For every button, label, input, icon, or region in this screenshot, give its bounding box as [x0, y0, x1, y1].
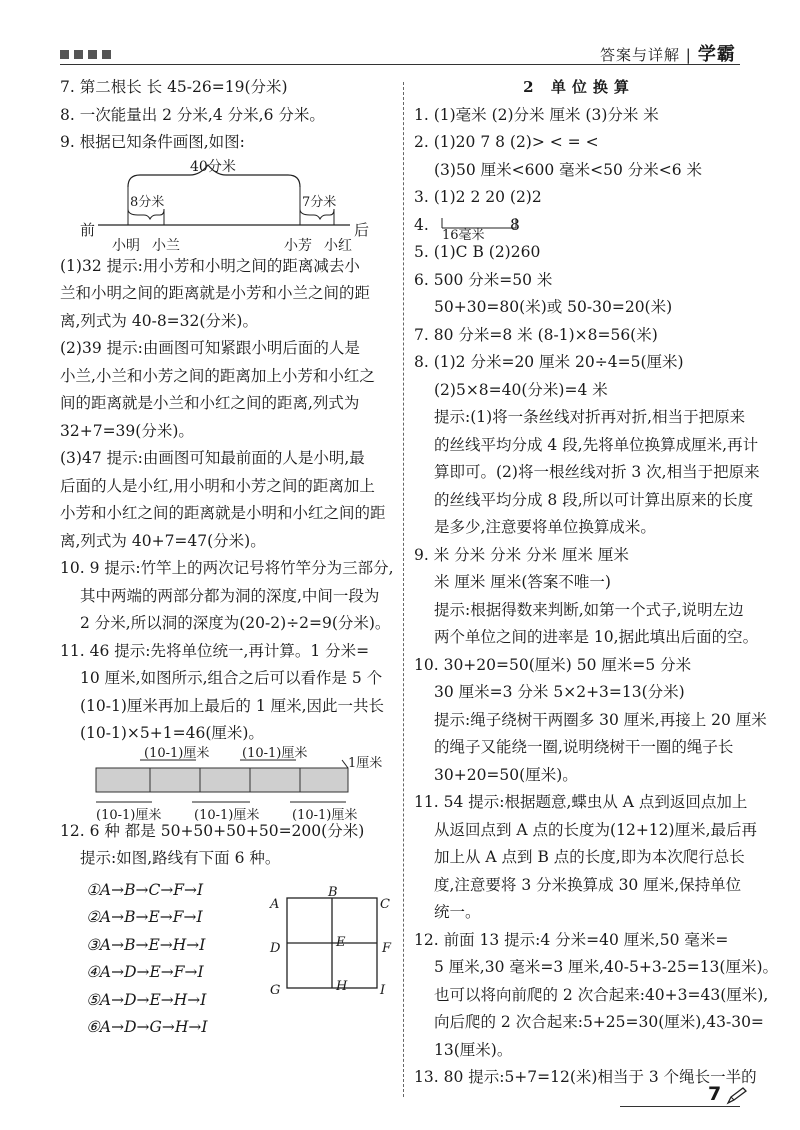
label-total-length: 40分米 — [190, 158, 236, 175]
grid-label-c: C — [380, 896, 390, 912]
answer-r4 — [414, 212, 744, 243]
answer-r9a: 9. 米 分米 分米 分米 厘米 厘米 — [414, 545, 629, 564]
answer-q9-2-line1: (2)39 提示:由画图可知紧跟小明后面的人是 — [60, 339, 360, 357]
header-square-icon — [74, 50, 83, 59]
label-xiaoming: 小明 — [112, 237, 140, 254]
answer-q9: 9. 根据已知条件画图,如图: — [60, 133, 245, 151]
column-divider — [403, 82, 404, 1097]
answer-r10b: 30 厘米=3 分米 5×2+3=13(分米) — [434, 683, 685, 701]
answer-q12: 12. 6 种 都是 50+50+50+50=200(分米) — [60, 821, 365, 840]
answer-r12-line1: 12. 前面 13 提示:4 分米=40 厘米,50 毫米= — [414, 930, 729, 949]
pencil-icon — [726, 1087, 748, 1105]
answer-r11-line2: 从返回点到 A 点的长度为(12+12)厘米,最后再 — [434, 820, 758, 839]
section-title: 2 单位换算 — [523, 78, 635, 96]
answer-r6b: 50+30=80(米)或 50-30=20(米) — [434, 298, 673, 316]
answer-r7: 7. 80 分米=8 米 (8-1)×8=56(米) — [414, 325, 658, 344]
answer-r12-line4: 向后爬的 2 次合起来:5+25=30(厘米),43-30= — [434, 1013, 764, 1031]
answer-r11-line5: 统一。 — [434, 903, 481, 921]
r4-number: 4. — [414, 215, 429, 234]
answer-r12-line5: 13(厘米)。 — [434, 1040, 513, 1059]
r10-tip-line2: 的绳子又能绕一圈,说明绕树干一圈的绳子长 — [434, 738, 734, 756]
r8-tip-line2: 的丝线平均分成 4 段,先将单位换算成厘米,再计 — [434, 435, 759, 454]
label-right-segment: 7分米 — [302, 194, 337, 210]
answer-q11-line3: (10-1)厘米再加上最后的 1 厘米,因此一共长 — [80, 696, 385, 715]
route-2: ②A→B→E→F→I — [86, 908, 203, 926]
answer-q9-1-line2: 兰和小明之间的距离就是小芳和小兰之间的距 — [60, 284, 371, 302]
r8-tip-line3: 算即可。(2)将一根丝线对折 3 次,相当于把原来 — [434, 463, 760, 481]
label-xiaohong: 小红 — [324, 237, 352, 254]
r8-tip-line5: 是多少,注意要将单位换算成米。 — [434, 518, 656, 536]
route-list — [86, 877, 208, 1042]
answer-r5: 5. (1)C B (2)260 — [414, 243, 541, 261]
right-column — [414, 74, 779, 1092]
header-brand: 答案与详解 | 学霸 — [600, 44, 736, 65]
r10-tip-line3: 30+20=50(厘米)。 — [434, 765, 578, 784]
r10-tip-line1: 提示:绳子绕树干两圈多 30 厘米,再接上 20 厘米 — [434, 710, 767, 729]
header-square-icon — [60, 50, 69, 59]
grid-label-e: E — [336, 934, 346, 950]
page-header — [0, 0, 800, 70]
answer-q9-3-line1: (3)47 提示:由画图可知最前面的人是小明,最 — [60, 449, 365, 467]
grid-label-a: A — [270, 896, 280, 912]
answer-r9b: 米 厘米 厘米(答案不唯一) — [434, 573, 611, 591]
r9-tip-line2: 两个单位之间的进率是 10,据此填出后面的空。 — [434, 628, 759, 646]
figure-q12-routes — [60, 873, 395, 1073]
route-3: ③A→B→E→H→I — [86, 935, 206, 954]
answer-q9-3-line3: 小芳和小红之间的距离就是小明和小红之间的距 — [60, 504, 386, 522]
answer-q11-line1: 11. 46 提示:先将单位统一,再计算。1 分米= — [60, 641, 370, 660]
answer-r10a: 10. 30+20=50(厘米) 50 厘米=5 分米 — [414, 655, 692, 674]
route-4: ④A→D→E→F→I — [86, 963, 204, 981]
route-5: ⑤A→D→E→H→I — [86, 990, 207, 1009]
label-seg-top-1: (10-1)厘米 — [144, 745, 210, 761]
label-one-cm: 1厘米 — [348, 755, 383, 771]
answer-r2a: 2. (1)20 7 8 (2)> < = < — [414, 133, 599, 151]
answer-r11-line3: 加上从 A 点到 B 点的长度,即为本次爬行总长 — [434, 848, 745, 866]
answer-r13: 13. 80 提示:5+7=12(米)相当于 3 个绳长一半的 — [414, 1068, 757, 1086]
answer-q10-line3: 2 分米,所以洞的深度为(20-2)÷2=9(分米)。 — [80, 614, 391, 632]
answer-r11-line1: 11. 54 提示:根据题意,蝶虫从 A 点到返回点加上 — [414, 793, 748, 811]
answer-r11-line4: 度,注意要将 3 分米换算成 30 厘米,保持单位 — [434, 875, 742, 894]
grid-label-h: H — [336, 978, 348, 994]
route-6: ⑥A→D→G→H→I — [86, 1018, 208, 1036]
answer-q11-line2: 10 厘米,如图所示,组合之后可以看作是 5 个 — [80, 669, 383, 687]
answer-q8: 8. 一次能量出 2 分米,4 分米,6 分米。 — [60, 105, 325, 124]
answer-r8b: (2)5×8=40(分米)=4 米 — [434, 380, 608, 399]
r4-segment-label: 16毫米 — [442, 227, 485, 243]
header-rule — [60, 64, 740, 65]
answer-q11-line4: (10-1)×5+1=46(厘米)。 — [80, 724, 264, 742]
label-seg-bottom-2: (10-1)厘米 — [194, 807, 260, 823]
brand-text: 答案与详解 — [600, 46, 681, 64]
header-square-icon — [102, 50, 111, 59]
route-1: ①A→B→C→F→I — [86, 880, 204, 899]
page-number: 7 — [708, 1083, 722, 1105]
grid-label-g: G — [270, 982, 281, 998]
answer-q9-2-line2: 小兰,小兰和小芳之间的距离加上小芳和小红之 — [60, 366, 375, 385]
r9-tip-line1: 提示:根据得数来判断,如第一个式子,说明左边 — [434, 600, 744, 619]
answer-r6a: 6. 500 分米=50 米 — [414, 270, 553, 289]
answer-r1: 1. (1)毫米 (2)分米 厘米 (3)分米 米 — [414, 105, 659, 124]
figure-q9-line-diagram — [60, 157, 395, 253]
answer-q9-3-line4: 离,列式为 40+7=47(分米)。 — [60, 531, 266, 550]
answer-r8a: 8. (1)2 分米=20 厘米 20÷4=5(厘米) — [414, 353, 684, 371]
answer-r3: 3. (1)2 2 20 (2)2 — [414, 188, 542, 206]
answer-q9-1-line3: 离,列式为 40-8=32(分米)。 — [60, 311, 258, 330]
label-xiaolan: 小兰 — [152, 237, 180, 254]
label-seg-bottom-1: (10-1)厘米 — [96, 807, 162, 823]
answer-r12-line2: 5 厘米,30 毫米=3 厘米,40-5+3-25=13(厘米)。 — [434, 958, 779, 976]
answer-q9-1-line1: (1)32 提示:用小芳和小明之间的距离减去小 — [60, 256, 360, 275]
answer-q9-2-line3: 间的距离就是小兰和小红之间的距离,列式为 — [60, 394, 360, 412]
label-front: 前 — [80, 220, 96, 239]
answer-q12-tip: 提示:如图,路线有下面 6 种。 — [80, 849, 281, 867]
label-seg-top-2: (10-1)厘米 — [242, 745, 308, 761]
label-back: 后 — [354, 220, 370, 239]
left-column — [60, 74, 395, 1073]
answer-q10-line1: 10. 9 提示:竹竿上的两次记号将竹竿分为三部分, — [60, 559, 394, 577]
answer-q10-line2: 其中两端的两部分都为洞的深度,中间一段为 — [80, 586, 380, 605]
answer-r12-line3: 也可以将向前爬的 2 次合起来:40+3=43(厘米), — [434, 985, 769, 1004]
grid-label-d: D — [270, 940, 281, 956]
label-xiaofang: 小芳 — [284, 237, 312, 254]
grid-label-b: B — [328, 884, 338, 900]
figure-q11-connected-sticks — [60, 745, 395, 823]
grid-label-f: F — [382, 940, 392, 956]
brand-logo: 学霸 — [697, 44, 736, 65]
grid-label-i: I — [380, 982, 386, 998]
answer-q7: 7. 第二根长 长 45-26=19(分米) — [60, 78, 288, 96]
r4-value: 8 — [510, 215, 520, 234]
answer-q9-3-line2: 后面的人是小红,用小明和小芳之间的距离加上 — [60, 476, 375, 495]
answer-r2b: (3)50 厘米<600 毫米<50 分米<6 米 — [434, 160, 703, 179]
label-seg-bottom-3: (10-1)厘米 — [292, 807, 358, 823]
answer-q9-2-line4: 32+7=39(分米)。 — [60, 421, 194, 440]
r8-tip-line4: 的丝线平均分成 8 段,所以可计算出原来的长度 — [434, 490, 754, 509]
r8-tip-line1: 提示:(1)将一条丝线对折再对折,相当于把原来 — [434, 408, 746, 426]
label-left-segment: 8分米 — [130, 194, 165, 210]
header-square-icon — [88, 50, 97, 59]
footer-rule — [620, 1106, 740, 1107]
